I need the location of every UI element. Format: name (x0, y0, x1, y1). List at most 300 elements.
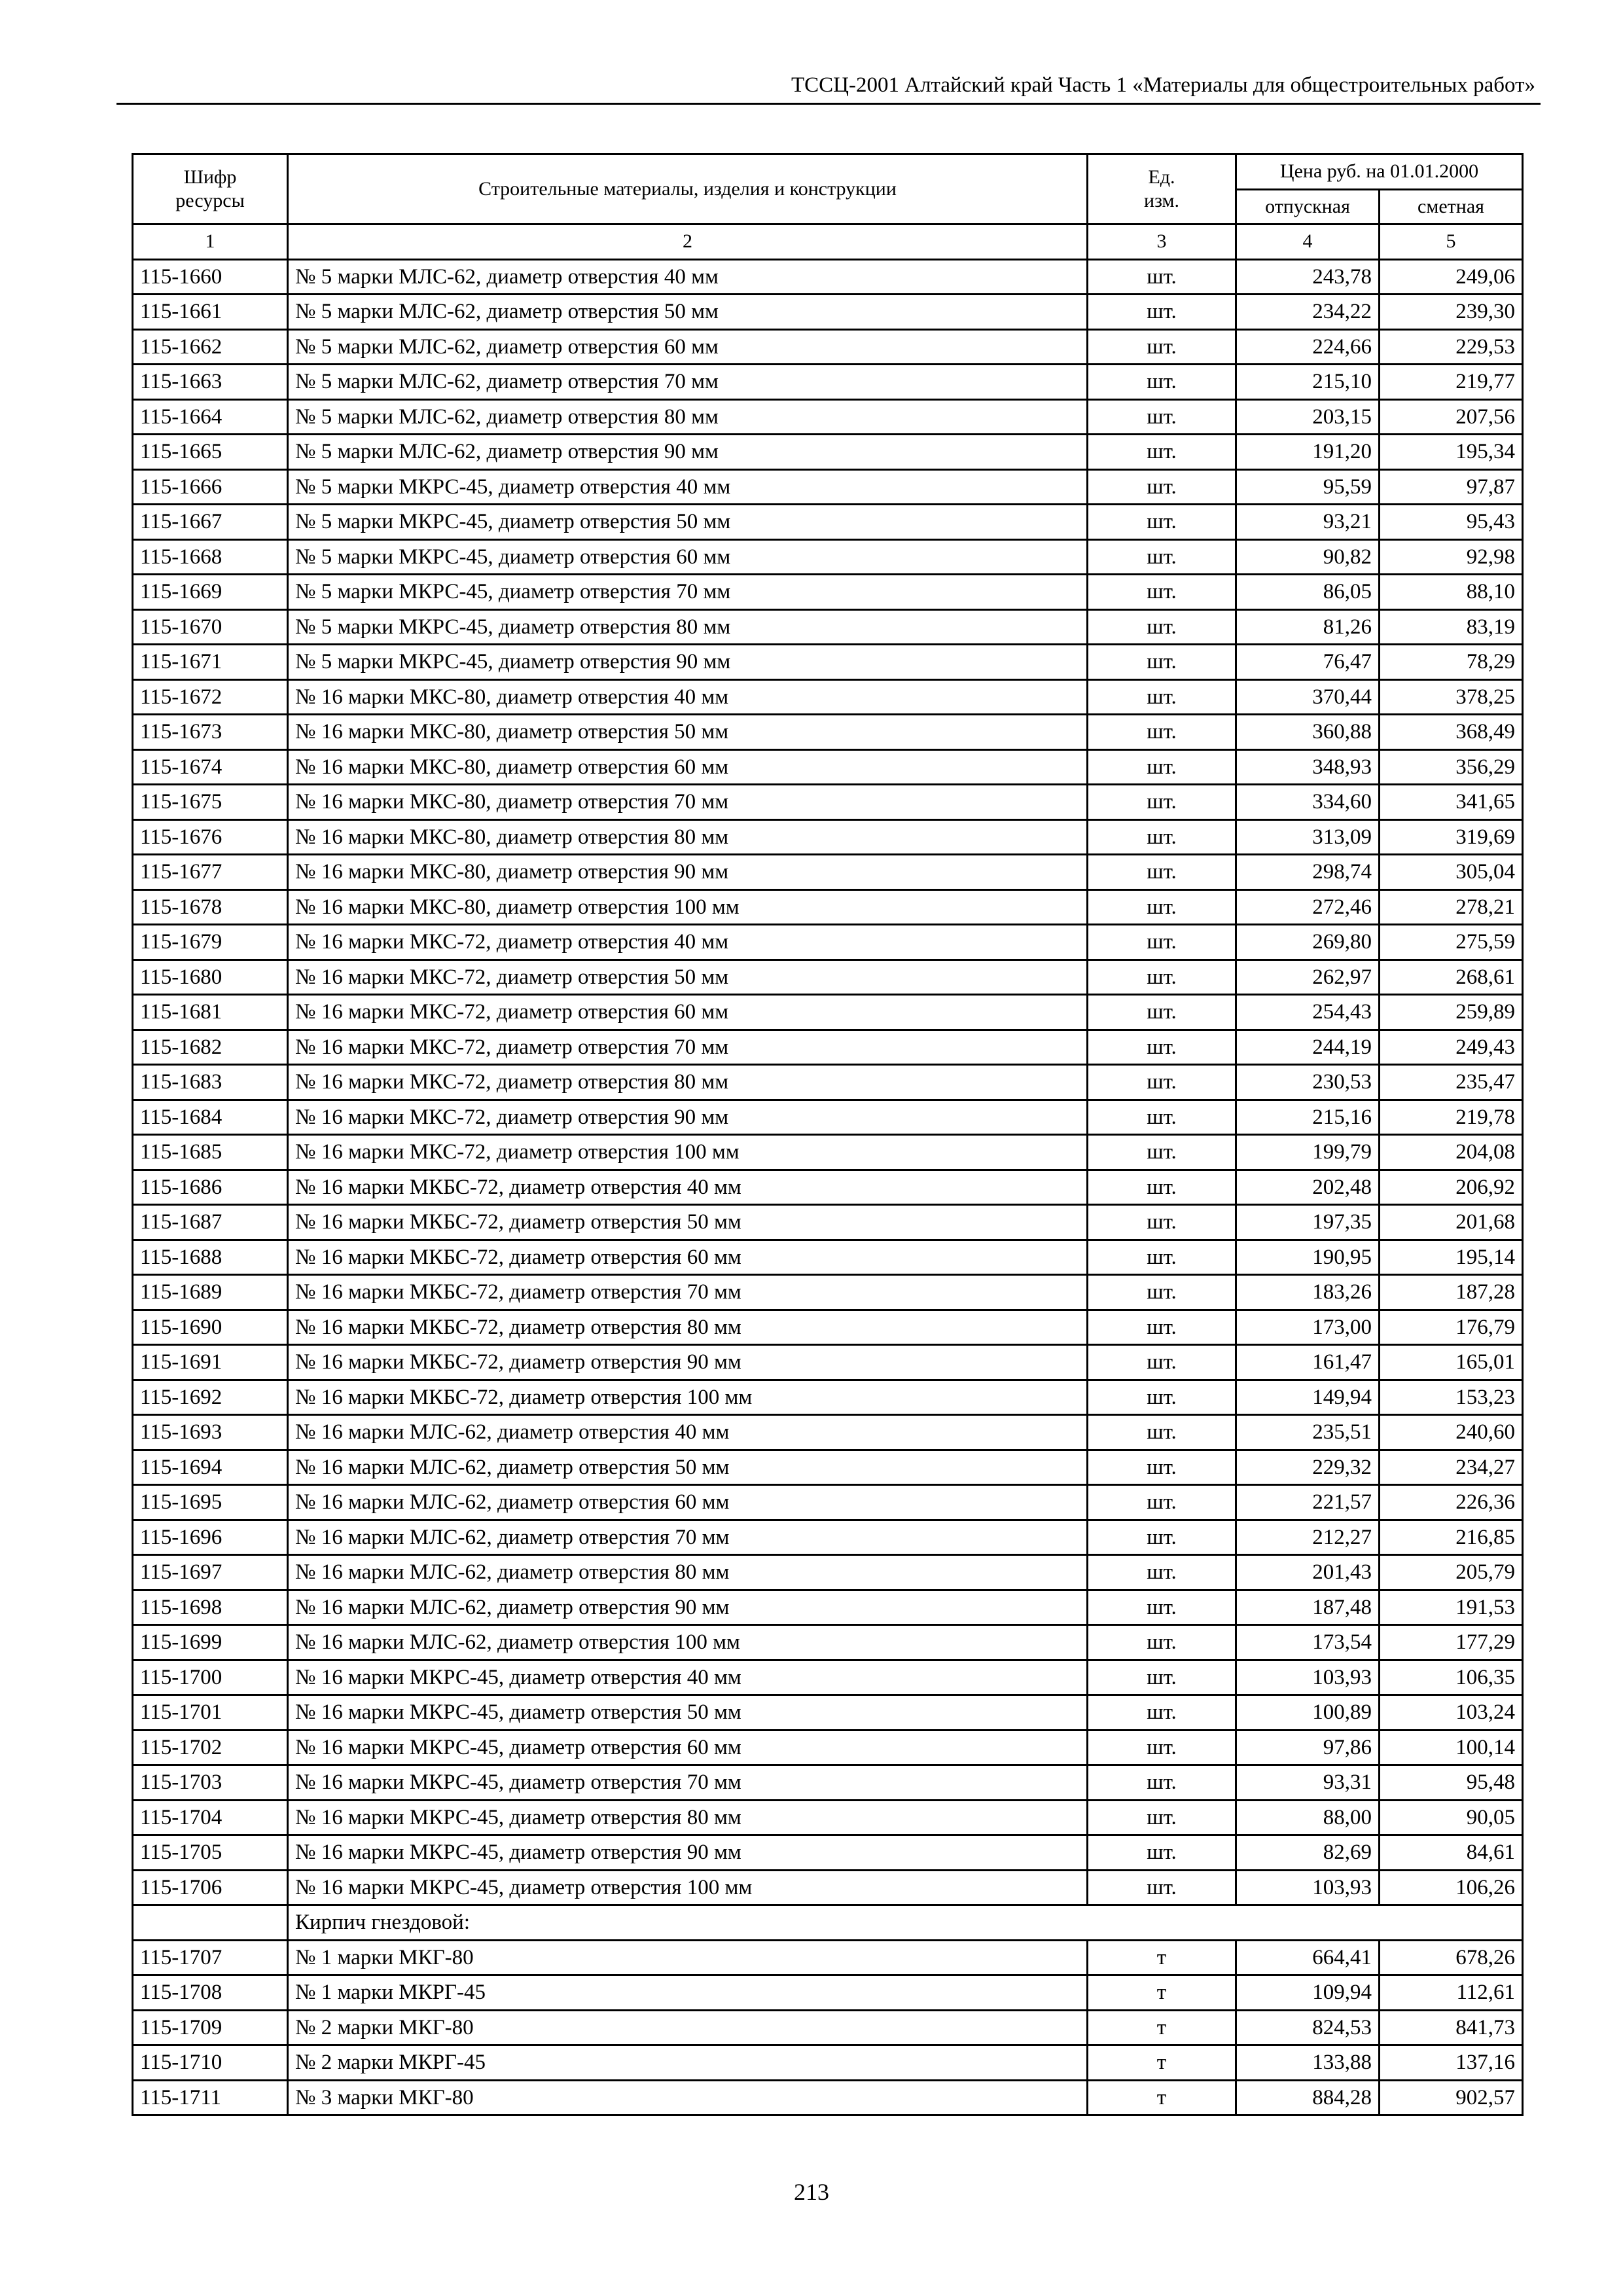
code-cell: 115-1689 (133, 1275, 288, 1310)
unit-cell: шт. (1088, 399, 1236, 435)
unit-cell: шт. (1088, 259, 1236, 295)
price-table (132, 153, 1524, 2116)
table-row (133, 539, 1523, 575)
release-price-cell: 82,69 (1236, 1835, 1380, 1871)
material-name-cell: № 16 марки МКБС-72, диаметр отверстия 70 мм (288, 1275, 1088, 1310)
code-cell: 115-1666 (133, 469, 288, 505)
table-row (133, 1520, 1523, 1555)
unit-cell: шт. (1088, 1835, 1236, 1871)
code-cell: 115-1690 (133, 1310, 288, 1345)
unit-cell: т (1088, 1975, 1236, 2011)
code-cell: 115-1661 (133, 295, 288, 330)
estimate-price-cell: 278,21 (1380, 889, 1523, 925)
column-number: 1 (133, 224, 288, 260)
estimate-price-cell: 368,49 (1380, 715, 1523, 750)
code-cell: 115-1701 (133, 1695, 288, 1731)
table-row (133, 2080, 1523, 2115)
unit-cell: шт. (1088, 1205, 1236, 1240)
code-cell: 115-1698 (133, 1590, 288, 1625)
release-price-cell: 197,35 (1236, 1205, 1380, 1240)
release-price-cell: 149,94 (1236, 1380, 1380, 1415)
material-name-cell: № 16 марки МКС-72, диаметр отверстия 70 мм (288, 1030, 1088, 1065)
table-row (133, 1450, 1523, 1485)
table-row (133, 1065, 1523, 1100)
table-row (133, 435, 1523, 470)
code-cell: 115-1660 (133, 259, 288, 295)
header-price-release-label: отпускная (1265, 195, 1350, 217)
estimate-price-cell: 137,16 (1380, 2045, 1523, 2081)
material-name-cell: № 16 марки МЛС-62, диаметр отверстия 90 мм (288, 1590, 1088, 1625)
table-row (133, 1135, 1523, 1170)
table-row (133, 889, 1523, 925)
table-row (133, 329, 1523, 365)
code-cell: 115-1683 (133, 1065, 288, 1100)
release-price-cell: 90,82 (1236, 539, 1380, 575)
material-name-cell: № 16 марки МКБС-72, диаметр отверстия 80 мм (288, 1310, 1088, 1345)
release-price-cell: 161,47 (1236, 1345, 1380, 1380)
material-name-cell: № 16 марки МКС-80, диаметр отверстия 90 мм (288, 855, 1088, 890)
header-title: ТССЦ-2001 Алтайский край Часть 1 «Материалы для общестроительных работ» (791, 73, 1535, 97)
release-price-cell: 235,51 (1236, 1415, 1380, 1450)
table-row (133, 1310, 1523, 1345)
code-cell: 115-1672 (133, 679, 288, 715)
material-name-cell: № 5 марки МКРС-45, диаметр отверстия 40 мм (288, 469, 1088, 505)
release-price-cell: 86,05 (1236, 575, 1380, 610)
release-price-cell: 269,80 (1236, 925, 1380, 960)
estimate-price-cell: 78,29 (1380, 645, 1523, 680)
estimate-price-cell: 84,61 (1380, 1835, 1523, 1871)
release-price-cell: 199,79 (1236, 1135, 1380, 1170)
release-price-cell: 203,15 (1236, 399, 1380, 435)
code-cell: 115-1665 (133, 435, 288, 470)
material-name-cell: № 16 марки МКРС-45, диаметр отверстия 40 мм (288, 1660, 1088, 1695)
unit-cell: шт. (1088, 1170, 1236, 1205)
unit-cell: шт. (1088, 1695, 1236, 1731)
material-name-cell: № 2 марки МКГ-80 (288, 2010, 1088, 2045)
estimate-price-cell: 356,29 (1380, 749, 1523, 785)
material-name-cell: № 16 марки МЛС-62, диаметр отверстия 40 мм (288, 1415, 1088, 1450)
code-cell: 115-1688 (133, 1240, 288, 1275)
release-price-cell: 234,22 (1236, 295, 1380, 330)
table-row (133, 2045, 1523, 2081)
material-name-cell: № 2 марки МКРГ-45 (288, 2045, 1088, 2081)
material-name-cell: № 16 марки МКС-80, диаметр отверстия 70 мм (288, 785, 1088, 820)
table-row (133, 1730, 1523, 1765)
estimate-price-cell: 229,53 (1380, 329, 1523, 365)
estimate-price-cell: 678,26 (1380, 1940, 1523, 1975)
unit-cell: шт. (1088, 1275, 1236, 1310)
section-title: Кирпич гнездовой: (288, 1905, 1523, 1941)
material-name-cell: № 16 марки МКС-72, диаметр отверстия 50 мм (288, 960, 1088, 995)
table-row (133, 1940, 1523, 1975)
estimate-price-cell: 195,14 (1380, 1240, 1523, 1275)
unit-cell: шт. (1088, 365, 1236, 400)
running-header (116, 71, 1541, 105)
estimate-price-cell: 153,23 (1380, 1380, 1523, 1415)
table-row (133, 855, 1523, 890)
code-cell: 115-1707 (133, 1940, 288, 1975)
material-name-cell: № 5 марки МКРС-45, диаметр отверстия 80 мм (288, 609, 1088, 645)
table-row (133, 715, 1523, 750)
estimate-price-cell: 249,43 (1380, 1030, 1523, 1065)
header-code-label: Шифр ресурсы (175, 166, 245, 211)
material-name-cell: № 16 марки МКБС-72, диаметр отверстия 100 мм (288, 1380, 1088, 1415)
release-price-cell: 191,20 (1236, 435, 1380, 470)
table-row (133, 1590, 1523, 1625)
table-row (133, 749, 1523, 785)
table-row (133, 785, 1523, 820)
code-cell: 115-1671 (133, 645, 288, 680)
estimate-price-cell: 95,43 (1380, 505, 1523, 540)
release-price-cell: 201,43 (1236, 1555, 1380, 1590)
table-row (133, 960, 1523, 995)
unit-cell: шт. (1088, 1345, 1236, 1380)
material-name-cell: № 16 марки МКС-72, диаметр отверстия 90 мм (288, 1100, 1088, 1135)
estimate-price-cell: 201,68 (1380, 1205, 1523, 1240)
code-cell: 115-1684 (133, 1100, 288, 1135)
unit-cell: шт. (1088, 469, 1236, 505)
unit-cell: шт. (1088, 1135, 1236, 1170)
estimate-price-cell: 88,10 (1380, 575, 1523, 610)
release-price-cell: 202,48 (1236, 1170, 1380, 1205)
material-name-cell: № 5 марки МЛС-62, диаметр отверстия 60 мм (288, 329, 1088, 365)
release-price-cell: 229,32 (1236, 1450, 1380, 1485)
header-name (288, 154, 1088, 224)
unit-cell: шт. (1088, 995, 1236, 1030)
code-cell: 115-1691 (133, 1345, 288, 1380)
release-price-cell: 272,46 (1236, 889, 1380, 925)
material-name-cell: № 3 марки МКГ-80 (288, 2080, 1088, 2115)
table-row (133, 2010, 1523, 2045)
code-cell: 115-1674 (133, 749, 288, 785)
table-row (133, 819, 1523, 855)
estimate-price-cell: 176,79 (1380, 1310, 1523, 1345)
column-number: 3 (1088, 224, 1236, 260)
estimate-price-cell: 259,89 (1380, 995, 1523, 1030)
estimate-price-cell: 83,19 (1380, 609, 1523, 645)
code-cell: 115-1668 (133, 539, 288, 575)
release-price-cell: 133,88 (1236, 2045, 1380, 2081)
estimate-price-cell: 219,77 (1380, 365, 1523, 400)
table-row (133, 1660, 1523, 1695)
unit-cell: шт. (1088, 1240, 1236, 1275)
header-name-label: Строительные материалы, изделия и конструкции (478, 178, 897, 200)
estimate-price-cell: 275,59 (1380, 925, 1523, 960)
section-row (133, 1905, 1523, 1941)
estimate-price-cell: 204,08 (1380, 1135, 1523, 1170)
unit-cell: шт. (1088, 1625, 1236, 1660)
material-name-cell: № 5 марки МЛС-62, диаметр отверстия 90 мм (288, 435, 1088, 470)
material-name-cell: № 16 марки МКРС-45, диаметр отверстия 90 мм (288, 1835, 1088, 1871)
release-price-cell: 334,60 (1236, 785, 1380, 820)
table-row (133, 1240, 1523, 1275)
table-row (133, 1170, 1523, 1205)
unit-cell: шт. (1088, 960, 1236, 995)
table-row (133, 505, 1523, 540)
table-body (133, 259, 1523, 2115)
header-price-estimate (1380, 189, 1523, 224)
estimate-price-cell: 191,53 (1380, 1590, 1523, 1625)
unit-cell: шт. (1088, 1590, 1236, 1625)
code-cell: 115-1711 (133, 2080, 288, 2115)
material-name-cell: № 16 марки МКС-72, диаметр отверстия 100 мм (288, 1135, 1088, 1170)
material-name-cell: № 16 марки МКБС-72, диаметр отверстия 50 мм (288, 1205, 1088, 1240)
unit-cell: шт. (1088, 1520, 1236, 1555)
table-row (133, 469, 1523, 505)
estimate-price-cell: 305,04 (1380, 855, 1523, 890)
material-name-cell: № 5 марки МКРС-45, диаметр отверстия 90 мм (288, 645, 1088, 680)
unit-cell: шт. (1088, 1380, 1236, 1415)
release-price-cell: 884,28 (1236, 2080, 1380, 2115)
release-price-cell: 173,54 (1236, 1625, 1380, 1660)
estimate-price-cell: 165,01 (1380, 1345, 1523, 1380)
material-name-cell: № 16 марки МКРС-45, диаметр отверстия 70 мм (288, 1765, 1088, 1801)
code-cell: 115-1686 (133, 1170, 288, 1205)
estimate-price-cell: 106,35 (1380, 1660, 1523, 1695)
unit-cell: шт. (1088, 1765, 1236, 1801)
release-price-cell: 93,21 (1236, 505, 1380, 540)
table-row (133, 1275, 1523, 1310)
table-row (133, 1695, 1523, 1731)
material-name-cell: № 5 марки МКРС-45, диаметр отверстия 60 мм (288, 539, 1088, 575)
estimate-price-cell: 100,14 (1380, 1730, 1523, 1765)
unit-cell: шт. (1088, 1415, 1236, 1450)
release-price-cell: 215,10 (1236, 365, 1380, 400)
unit-cell: шт. (1088, 1100, 1236, 1135)
material-name-cell: № 16 марки МКБС-72, диаметр отверстия 90 мм (288, 1345, 1088, 1380)
material-name-cell: № 5 марки МЛС-62, диаметр отверстия 50 мм (288, 295, 1088, 330)
unit-cell: шт. (1088, 785, 1236, 820)
table-row (133, 295, 1523, 330)
code-cell: 115-1676 (133, 819, 288, 855)
unit-cell: шт. (1088, 819, 1236, 855)
table-row (133, 575, 1523, 610)
code-cell: 115-1663 (133, 365, 288, 400)
table-row (133, 1800, 1523, 1835)
estimate-price-cell: 841,73 (1380, 2010, 1523, 2045)
unit-cell: шт. (1088, 889, 1236, 925)
code-cell: 115-1679 (133, 925, 288, 960)
unit-cell: т (1088, 2045, 1236, 2081)
release-price-cell: 298,74 (1236, 855, 1380, 890)
material-name-cell: № 1 марки МКГ-80 (288, 1940, 1088, 1975)
code-cell: 115-1695 (133, 1485, 288, 1520)
material-name-cell: № 1 марки МКРГ-45 (288, 1975, 1088, 2011)
material-name-cell: № 16 марки МКРС-45, диаметр отверстия 50 мм (288, 1695, 1088, 1731)
material-name-cell: № 5 марки МКРС-45, диаметр отверстия 50 мм (288, 505, 1088, 540)
unit-cell: шт. (1088, 1065, 1236, 1100)
code-cell: 115-1708 (133, 1975, 288, 2011)
code-cell: 115-1694 (133, 1450, 288, 1485)
code-cell: 115-1709 (133, 2010, 288, 2045)
release-price-cell: 370,44 (1236, 679, 1380, 715)
table-row (133, 995, 1523, 1030)
code-cell: 115-1664 (133, 399, 288, 435)
release-price-cell: 348,93 (1236, 749, 1380, 785)
code-cell: 115-1675 (133, 785, 288, 820)
code-cell: 115-1682 (133, 1030, 288, 1065)
release-price-cell: 360,88 (1236, 715, 1380, 750)
table-row (133, 679, 1523, 715)
release-price-cell: 244,19 (1236, 1030, 1380, 1065)
release-price-cell: 93,31 (1236, 1765, 1380, 1801)
code-cell: 115-1697 (133, 1555, 288, 1590)
unit-cell: т (1088, 2010, 1236, 2045)
code-cell: 115-1681 (133, 995, 288, 1030)
unit-cell: шт. (1088, 1800, 1236, 1835)
estimate-price-cell: 90,05 (1380, 1800, 1523, 1835)
unit-cell: шт. (1088, 749, 1236, 785)
release-price-cell: 88,00 (1236, 1800, 1380, 1835)
release-price-cell: 103,93 (1236, 1660, 1380, 1695)
estimate-price-cell: 341,65 (1380, 785, 1523, 820)
table-row (133, 1345, 1523, 1380)
estimate-price-cell: 95,48 (1380, 1765, 1523, 1801)
estimate-price-cell: 97,87 (1380, 469, 1523, 505)
estimate-price-cell: 234,27 (1380, 1450, 1523, 1485)
code-cell: 115-1673 (133, 715, 288, 750)
table-row (133, 1555, 1523, 1590)
estimate-price-cell: 240,60 (1380, 1415, 1523, 1450)
release-price-cell: 824,53 (1236, 2010, 1380, 2045)
code-cell: 115-1678 (133, 889, 288, 925)
release-price-cell: 224,66 (1236, 329, 1380, 365)
material-name-cell: № 16 марки МКС-80, диаметр отверстия 100 мм (288, 889, 1088, 925)
header-price-release (1236, 189, 1380, 224)
estimate-price-cell: 207,56 (1380, 399, 1523, 435)
material-name-cell: № 16 марки МЛС-62, диаметр отверстия 100 мм (288, 1625, 1088, 1660)
release-price-cell: 215,16 (1236, 1100, 1380, 1135)
release-price-cell: 313,09 (1236, 819, 1380, 855)
unit-cell: шт. (1088, 1310, 1236, 1345)
unit-cell: шт. (1088, 925, 1236, 960)
table-header (133, 154, 1523, 260)
unit-cell: шт. (1088, 1030, 1236, 1065)
release-price-cell: 109,94 (1236, 1975, 1380, 2011)
header-unit-label: Ед. изм. (1144, 166, 1179, 211)
code-cell: 115-1677 (133, 855, 288, 890)
column-number: 4 (1236, 224, 1380, 260)
code-cell: 115-1680 (133, 960, 288, 995)
material-name-cell: № 16 марки МЛС-62, диаметр отверстия 80 мм (288, 1555, 1088, 1590)
material-name-cell: № 16 марки МЛС-62, диаметр отверстия 70 мм (288, 1520, 1088, 1555)
header-code (133, 154, 288, 224)
table-row (133, 1625, 1523, 1660)
table-row (133, 645, 1523, 680)
section-code-cell (133, 1905, 288, 1941)
table-row (133, 259, 1523, 295)
release-price-cell: 100,89 (1236, 1695, 1380, 1731)
table-row (133, 1415, 1523, 1450)
unit-cell: т (1088, 1940, 1236, 1975)
code-cell: 115-1669 (133, 575, 288, 610)
material-name-cell: № 16 марки МКРС-45, диаметр отверстия 60 мм (288, 1730, 1088, 1765)
material-name-cell: № 16 марки МКС-72, диаметр отверстия 60 мм (288, 995, 1088, 1030)
unit-cell: т (1088, 2080, 1236, 2115)
unit-cell: шт. (1088, 715, 1236, 750)
estimate-price-cell: 319,69 (1380, 819, 1523, 855)
unit-cell: шт. (1088, 1870, 1236, 1905)
unit-cell: шт. (1088, 679, 1236, 715)
table-row (133, 609, 1523, 645)
release-price-cell: 230,53 (1236, 1065, 1380, 1100)
unit-cell: шт. (1088, 295, 1236, 330)
estimate-price-cell: 226,36 (1380, 1485, 1523, 1520)
material-name-cell: № 16 марки МЛС-62, диаметр отверстия 60 мм (288, 1485, 1088, 1520)
release-price-cell: 664,41 (1236, 1940, 1380, 1975)
estimate-price-cell: 103,24 (1380, 1695, 1523, 1731)
table-row (133, 1485, 1523, 1520)
material-name-cell: № 5 марки МКРС-45, диаметр отверстия 70 мм (288, 575, 1088, 610)
unit-cell: шт. (1088, 1730, 1236, 1765)
estimate-price-cell: 195,34 (1380, 435, 1523, 470)
unit-cell: шт. (1088, 609, 1236, 645)
release-price-cell: 76,47 (1236, 645, 1380, 680)
code-cell: 115-1692 (133, 1380, 288, 1415)
release-price-cell: 212,27 (1236, 1520, 1380, 1555)
release-price-cell: 95,59 (1236, 469, 1380, 505)
release-price-cell: 103,93 (1236, 1870, 1380, 1905)
release-price-cell: 190,95 (1236, 1240, 1380, 1275)
material-name-cell: № 16 марки МКРС-45, диаметр отверстия 100 мм (288, 1870, 1088, 1905)
release-price-cell: 243,78 (1236, 259, 1380, 295)
header-price-estimate-label: сметная (1418, 195, 1484, 217)
table-row (133, 1835, 1523, 1871)
unit-cell: шт. (1088, 505, 1236, 540)
column-number: 2 (288, 224, 1088, 260)
estimate-price-cell: 239,30 (1380, 295, 1523, 330)
material-name-cell: № 16 марки МКС-80, диаметр отверстия 80 мм (288, 819, 1088, 855)
material-name-cell: № 16 марки МКС-80, диаметр отверстия 60 мм (288, 749, 1088, 785)
table-row (133, 1870, 1523, 1905)
table-row (133, 1380, 1523, 1415)
material-name-cell: № 5 марки МЛС-62, диаметр отверстия 40 мм (288, 259, 1088, 295)
unit-cell: шт. (1088, 1660, 1236, 1695)
unit-cell: шт. (1088, 329, 1236, 365)
estimate-price-cell: 92,98 (1380, 539, 1523, 575)
release-price-cell: 173,00 (1236, 1310, 1380, 1345)
estimate-price-cell: 249,06 (1380, 259, 1523, 295)
code-cell: 115-1705 (133, 1835, 288, 1871)
code-cell: 115-1670 (133, 609, 288, 645)
unit-cell: шт. (1088, 435, 1236, 470)
table-row (133, 1030, 1523, 1065)
code-cell: 115-1700 (133, 1660, 288, 1695)
estimate-price-cell: 235,47 (1380, 1065, 1523, 1100)
table-row (133, 1975, 1523, 2011)
header-price-group (1236, 154, 1523, 190)
unit-cell: шт. (1088, 855, 1236, 890)
estimate-price-cell: 206,92 (1380, 1170, 1523, 1205)
code-cell: 115-1710 (133, 2045, 288, 2081)
code-cell: 115-1706 (133, 1870, 288, 1905)
material-name-cell: № 16 марки МКС-72, диаметр отверстия 40 мм (288, 925, 1088, 960)
code-cell: 115-1693 (133, 1415, 288, 1450)
unit-cell: шт. (1088, 1485, 1236, 1520)
code-cell: 115-1696 (133, 1520, 288, 1555)
release-price-cell: 183,26 (1236, 1275, 1380, 1310)
release-price-cell: 221,57 (1236, 1485, 1380, 1520)
estimate-price-cell: 177,29 (1380, 1625, 1523, 1660)
unit-cell: шт. (1088, 575, 1236, 610)
table-row (133, 399, 1523, 435)
code-cell: 115-1667 (133, 505, 288, 540)
material-name-cell: № 16 марки МКБС-72, диаметр отверстия 60 мм (288, 1240, 1088, 1275)
code-cell: 115-1702 (133, 1730, 288, 1765)
estimate-price-cell: 187,28 (1380, 1275, 1523, 1310)
release-price-cell: 81,26 (1236, 609, 1380, 645)
page-number: 213 (794, 2179, 829, 2205)
